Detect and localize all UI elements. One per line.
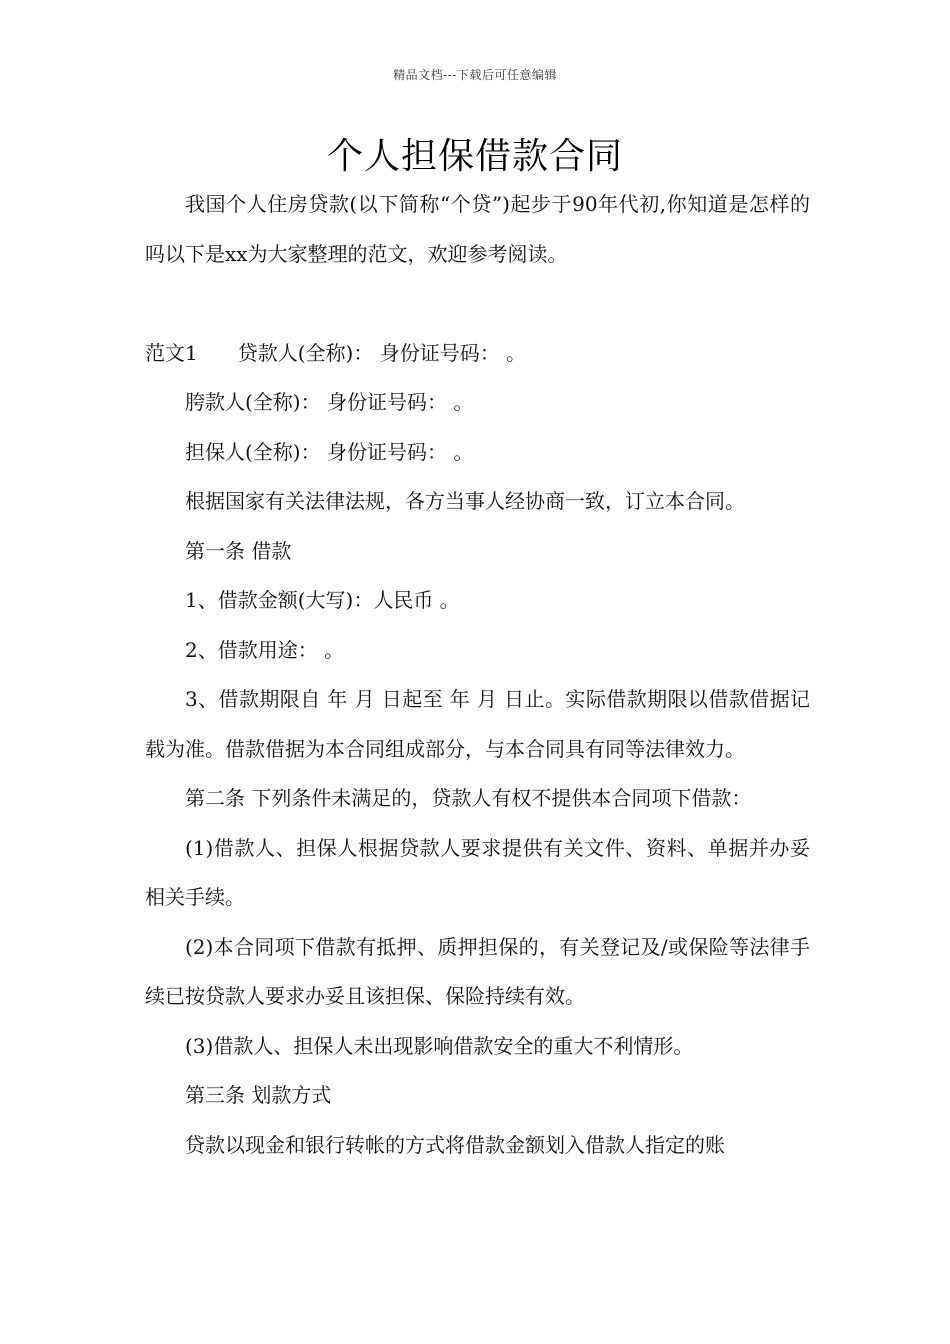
article-1-item-1: 1、借款金额(大写)：人民币 。 <box>185 588 460 612</box>
lender-line: 贷款人(全称)： 身份证号码： 。 <box>237 340 527 365</box>
article-2-item-3: (3)借款人、担保人未出现影响借款安全的重大不利情形。 <box>185 1033 694 1058</box>
document-body <box>145 180 810 1170</box>
article-2-heading: 第二条 下列条件未满足的，贷款人有权不提供本合同项下借款： <box>185 786 752 810</box>
sample-label: 范文1 <box>145 340 198 365</box>
article-2-item-2: (2)本合同项下借款有抵押、质押担保的，有关登记及/或保险等法律手续已按贷款人要求办妥且该担保、保险持续有效。 <box>145 934 810 1008</box>
intro-paragraph: 我国个人住房贷款(以下简称“个贷”)起步于90年代初,你知道是怎样的吗以下是xx为大家整理的范文，欢迎参考阅读。 <box>145 192 810 266</box>
sample-first-line <box>145 329 810 379</box>
guarantor-line: 担保人(全称)： 身份证号码： 。 <box>185 439 474 464</box>
article-1-item-3: 3、借款期限自 年 月 日起至 年 月 日止。实际借款期限以借款借据记载为准。借款借据为本合同组成部分，与本合同具有同等法律效力。 <box>145 687 810 761</box>
article-1-heading: 第一条 借款 <box>185 538 292 563</box>
article-2-item-1: (1)借款人、担保人根据贷款人要求提供有关文件、资料、单据并办妥相关手续。 <box>145 835 810 909</box>
paragraph-spacer <box>145 279 810 329</box>
header-note: 精品文档---下载后可任意编辑 <box>393 68 557 82</box>
article-3-text: 贷款以现金和银行转帐的方式将借款金额划入借款人指定的账 <box>185 1132 725 1157</box>
borrower-line: 胯款人(全称)： 身份证号码： 。 <box>185 390 474 414</box>
document-title: 个人担保借款合同 <box>326 136 623 177</box>
article-3-heading: 第三条 划款方式 <box>185 1083 332 1107</box>
article-1-item-2: 2、借款用途： 。 <box>185 637 345 662</box>
agreement-statement: 根据国家有关法律法规，各方当事人经协商一致，订立本合同。 <box>185 489 745 513</box>
